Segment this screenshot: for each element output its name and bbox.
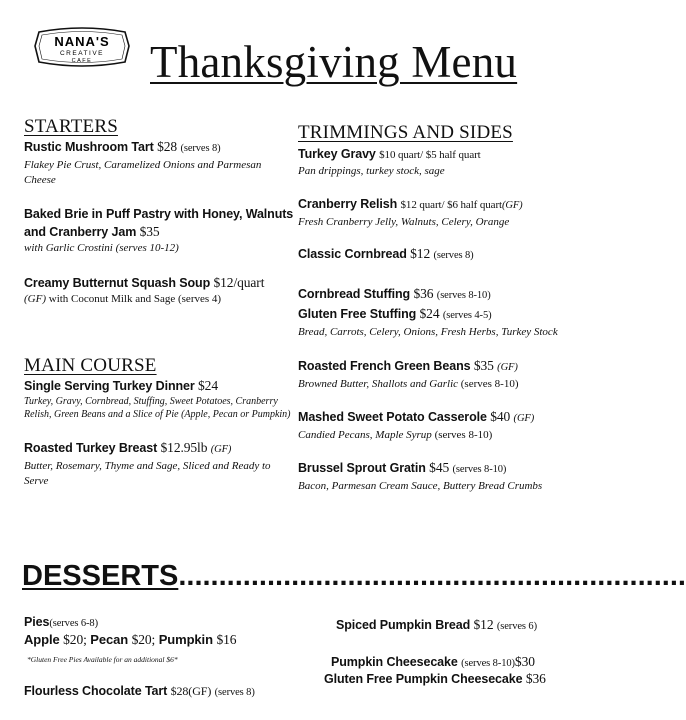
main-course-heading: MAIN COURSE	[24, 355, 157, 376]
pie-pumpkin-price: $16	[216, 632, 237, 647]
dessert-pies	[24, 613, 98, 633]
dessert-pumpkin-bread	[336, 616, 537, 636]
trimmings-heading: TRIMMINGS AND SIDES	[298, 122, 513, 143]
logo-line2: CREATIVE	[59, 50, 105, 57]
item-name: Gluten Free Stuffing	[298, 307, 417, 321]
item-description	[298, 377, 558, 392]
item-serves: (serves 8-10)	[434, 429, 493, 441]
item-name: Turkey Gravy	[298, 147, 376, 161]
pie-apple-price: $20;	[63, 632, 87, 647]
item-name: Pies	[24, 615, 50, 629]
dotted-leader: ...............................................................	[178, 560, 686, 592]
item-name: Cornbread Stuffing	[298, 287, 411, 301]
item-description: Fresh Cranberry Jelly, Walnuts, Celery, Orange	[298, 216, 510, 228]
item-serves: (serves 4-5)	[442, 310, 492, 321]
item-name: Roasted Turkey Breast	[24, 441, 158, 455]
menu-item-turkey-gravy	[298, 145, 558, 179]
item-description-text: Candied Pecans, Maple Syrup	[298, 429, 432, 441]
item-name: Pumpkin Cheesecake	[331, 655, 458, 669]
item-price: $12	[473, 617, 494, 632]
item-serves: (serves 6)	[496, 621, 537, 632]
item-price: $12/quart	[213, 275, 265, 290]
item-serves: (serves 8)	[180, 143, 221, 154]
pie-pumpkin: Pumpkin	[158, 632, 213, 647]
dessert-gf-cheesecake	[324, 670, 546, 688]
starters-heading: STARTERS	[24, 116, 118, 137]
gf-marker: (GF)	[210, 444, 232, 455]
menu-item-squash-soup	[24, 274, 294, 307]
item-price: $40	[490, 409, 511, 424]
desserts-heading	[22, 558, 686, 594]
desserts-heading-text: DESSERTS	[22, 560, 179, 592]
item-name: Rustic Mushroom Tart	[24, 140, 154, 154]
item-price: $24	[198, 378, 218, 393]
item-price: $28	[157, 139, 178, 154]
menu-item-gf-stuffing	[298, 305, 558, 340]
menu-item-sweet-potato	[298, 408, 558, 443]
item-price: $28(GF)	[170, 684, 212, 698]
item-name: Creamy Butternut Squash Soup	[24, 276, 211, 290]
item-price: $36	[525, 671, 546, 686]
logo-name: NANA'S	[54, 34, 110, 49]
menu-item-turkey-dinner	[24, 377, 294, 421]
menu-item-baked-brie	[24, 205, 294, 256]
gf-pies-note: *Gluten Free Pies Available for an additional $6*	[27, 655, 178, 664]
gf-marker: (GF)	[497, 362, 518, 373]
page-title: Thanksgiving Menu	[150, 37, 518, 87]
item-price: $12	[410, 246, 431, 261]
item-price: $12.95lb	[160, 440, 208, 455]
right-column	[298, 122, 558, 494]
item-name: Brussel Sprout Gratin	[298, 461, 426, 475]
pie-pecan: Pecan	[90, 632, 129, 647]
item-price: $45	[429, 460, 450, 475]
item-description: Turkey, Gravy, Cornbread, Stuffing, Sweet Potatoes, Cranberry Relish, Green Beans and a Slice of Pie (Apple, Pecan or Pumpkin)	[24, 396, 291, 420]
item-serves: (serves 8)	[214, 687, 255, 698]
item-description	[298, 428, 558, 443]
menu-item-green-beans	[298, 357, 558, 392]
item-description-text: with Coconut Milk and Sage (serves 4)	[46, 293, 222, 305]
gf-marker: (GF)	[24, 293, 46, 305]
item-description	[24, 292, 294, 307]
item-price: $24	[419, 306, 440, 321]
item-serves: (serves 6-8)	[49, 618, 98, 629]
item-description-text: Browned Butter, Shallots and Garlic	[298, 378, 459, 390]
gf-marker: (GF)	[501, 200, 523, 211]
item-name: Single Serving Turkey Dinner	[24, 379, 195, 393]
item-serves: (serves 8-10)	[436, 290, 491, 301]
item-name: Mashed Sweet Potato Casserole	[298, 410, 487, 424]
item-price: $10 quart/ $5 half quart	[379, 149, 481, 161]
pie-pecan-price: $20;	[131, 632, 156, 647]
item-price: $35	[473, 358, 494, 373]
pie-apple: Apple	[24, 632, 60, 647]
item-name: Spiced Pumpkin Bread	[336, 618, 471, 632]
item-serves: (serves 8)	[433, 250, 474, 261]
gf-marker: (GF)	[513, 413, 535, 424]
dessert-flourless-tart	[24, 682, 255, 702]
item-name: Classic Cornbread	[298, 247, 407, 261]
dessert-pie-flavors	[24, 631, 236, 649]
item-description: Bread, Carrots, Celery, Onions, Fresh Herbs, Turkey Stock	[298, 326, 558, 338]
item-name: Cranberry Relish	[298, 197, 398, 211]
item-name: Roasted French Green Beans	[298, 359, 471, 373]
nanas-creative-cafe-logo	[33, 26, 131, 68]
item-name: Gluten Free Pumpkin Cheesecake	[324, 672, 523, 686]
menu-item-turkey-breast	[24, 439, 294, 489]
logo-line3: CAFE	[71, 58, 93, 64]
item-description: Butter, Rosemary, Thyme and Sage, Sliced and Ready to Serve	[24, 460, 271, 487]
item-name: Flourless Chocolate Tart	[24, 684, 168, 698]
item-price: $36	[413, 286, 434, 301]
item-price: $35	[139, 224, 160, 239]
menu-item-cornbread-stuffing	[298, 285, 558, 305]
item-description: Bacon, Parmesan Cream Sauce, Buttery Bread Crumbs	[298, 480, 543, 492]
menu-item-classic-cornbread	[298, 245, 558, 265]
menu-item-cranberry-relish	[298, 195, 558, 230]
item-description: Flakey Pie Crust, Caramelized Onions and Parmesan Cheese	[24, 159, 262, 186]
menu-item-mushroom-tart	[24, 138, 294, 188]
item-description: with Garlic Crostini (serves 10-12)	[24, 242, 179, 254]
item-serves: (serves 8-10)	[452, 464, 507, 475]
item-price: $12 quart/ $6 half quart	[400, 199, 502, 211]
item-serves: (serves 8-10)	[460, 378, 519, 390]
item-price: $30	[514, 654, 535, 669]
item-name: Baked Brie in Puff Pastry with Honey, Walnuts and Cranberry Jam	[24, 207, 294, 239]
left-column	[24, 116, 294, 489]
item-description: Pan drippings, turkey stock, sage	[298, 165, 445, 177]
item-serves: (serves 8-10)	[461, 658, 515, 669]
menu-item-brussel-sprout	[298, 459, 558, 494]
